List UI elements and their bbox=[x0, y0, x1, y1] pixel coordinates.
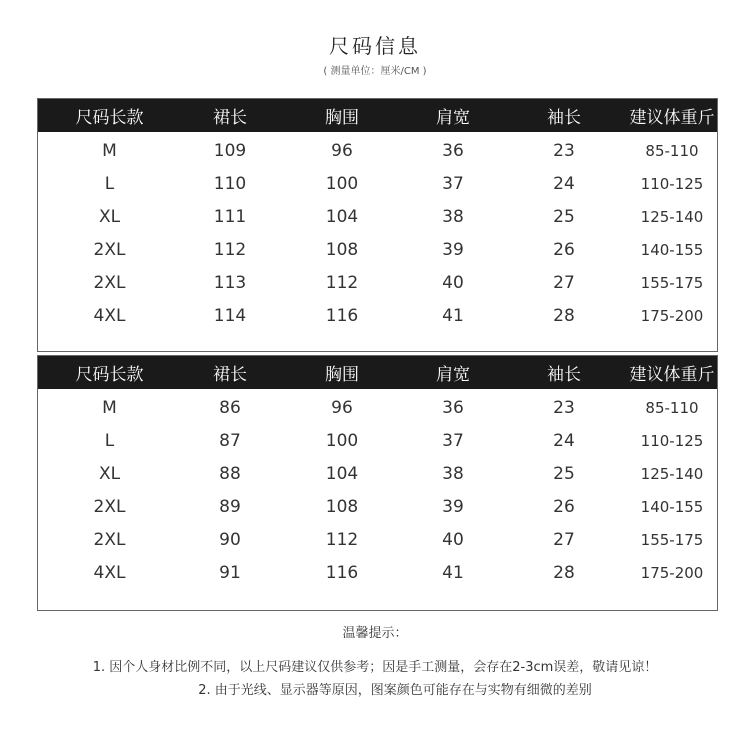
sleeve-cell: 23 bbox=[553, 397, 575, 418]
weight-cell: 110-125 bbox=[640, 174, 704, 193]
column-header-size: 尺码长款 bbox=[75, 108, 144, 128]
shoulder-cell: 38 bbox=[442, 463, 464, 484]
column-header-size: 尺码长款 bbox=[75, 365, 144, 385]
column-header-sleeve: 袖长 bbox=[547, 365, 581, 385]
table-row bbox=[38, 134, 717, 167]
weight-cell: 125-140 bbox=[640, 464, 704, 483]
bust-cell: 116 bbox=[325, 305, 359, 326]
size-cell: L bbox=[104, 430, 115, 451]
table-row bbox=[38, 391, 717, 424]
table-row bbox=[38, 523, 717, 556]
tips-heading: 温馨提示： bbox=[342, 626, 408, 641]
table-row bbox=[38, 233, 717, 266]
size-table-2 bbox=[37, 355, 718, 611]
tip-item-1: 1. 因个人身材比例不同，以上尺码建议仅供参考；因是手工测量，会存在2-3cm误差，敬请见谅！ bbox=[92, 660, 658, 675]
column-header-skirt-length: 裙长 bbox=[213, 108, 247, 128]
table-row bbox=[38, 424, 717, 457]
weight-cell: 155-175 bbox=[640, 530, 704, 549]
size-table-1 bbox=[37, 98, 718, 352]
table-row bbox=[38, 556, 717, 589]
table-row bbox=[38, 266, 717, 299]
skirt-length-cell: 113 bbox=[213, 272, 247, 293]
size-cell: 2XL bbox=[93, 496, 126, 517]
shoulder-cell: 39 bbox=[442, 496, 464, 517]
size-cell: 4XL bbox=[93, 562, 126, 583]
size-cell: XL bbox=[98, 463, 121, 484]
shoulder-cell: 38 bbox=[442, 206, 464, 227]
shoulder-cell: 36 bbox=[442, 140, 464, 161]
size-cell: M bbox=[102, 397, 117, 418]
weight-cell: 175-200 bbox=[640, 563, 704, 582]
sleeve-cell: 27 bbox=[553, 529, 575, 550]
sleeve-cell: 25 bbox=[553, 206, 575, 227]
table-row bbox=[38, 167, 717, 200]
bust-cell: 112 bbox=[325, 272, 359, 293]
skirt-length-cell: 112 bbox=[213, 239, 247, 260]
skirt-length-cell: 91 bbox=[219, 562, 241, 583]
size-cell: 2XL bbox=[93, 239, 126, 260]
sleeve-cell: 25 bbox=[553, 463, 575, 484]
measurement-unit-note: ( 测量单位：厘米/CM ) bbox=[323, 66, 427, 77]
sleeve-cell: 28 bbox=[553, 562, 575, 583]
size-cell: M bbox=[102, 140, 117, 161]
table-row bbox=[38, 490, 717, 523]
size-cell: L bbox=[104, 173, 115, 194]
sleeve-cell: 27 bbox=[553, 272, 575, 293]
shoulder-cell: 41 bbox=[442, 562, 464, 583]
weight-cell: 85-110 bbox=[645, 141, 699, 160]
weight-cell: 140-155 bbox=[640, 240, 704, 259]
column-header-weight: 建议体重斤 bbox=[629, 365, 715, 385]
shoulder-cell: 37 bbox=[442, 430, 464, 451]
size-cell: 2XL bbox=[93, 272, 126, 293]
table-row bbox=[38, 200, 717, 233]
column-header-skirt-length: 裙长 bbox=[213, 365, 247, 385]
shoulder-cell: 39 bbox=[442, 239, 464, 260]
weight-cell: 125-140 bbox=[640, 207, 704, 226]
sleeve-cell: 28 bbox=[553, 305, 575, 326]
column-header-sleeve: 袖长 bbox=[547, 108, 581, 128]
bust-cell: 116 bbox=[325, 562, 359, 583]
bust-cell: 100 bbox=[325, 173, 359, 194]
weight-cell: 85-110 bbox=[645, 398, 699, 417]
skirt-length-cell: 88 bbox=[219, 463, 241, 484]
weight-cell: 155-175 bbox=[640, 273, 704, 292]
size-cell: XL bbox=[98, 206, 121, 227]
sleeve-cell: 26 bbox=[553, 496, 575, 517]
skirt-length-cell: 89 bbox=[219, 496, 241, 517]
bust-cell: 96 bbox=[331, 140, 353, 161]
table-header bbox=[38, 356, 717, 389]
weight-cell: 175-200 bbox=[640, 306, 704, 325]
column-header-bust: 胸围 bbox=[325, 108, 359, 128]
bust-cell: 108 bbox=[325, 239, 359, 260]
shoulder-cell: 37 bbox=[442, 173, 464, 194]
shoulder-cell: 41 bbox=[442, 305, 464, 326]
bust-cell: 96 bbox=[331, 397, 353, 418]
shoulder-cell: 40 bbox=[442, 272, 464, 293]
page-title: 尺码信息 bbox=[329, 34, 421, 58]
bust-cell: 104 bbox=[325, 206, 359, 227]
shoulder-cell: 40 bbox=[442, 529, 464, 550]
size-cell: 2XL bbox=[93, 529, 126, 550]
skirt-length-cell: 109 bbox=[213, 140, 247, 161]
bust-cell: 112 bbox=[325, 529, 359, 550]
bust-cell: 104 bbox=[325, 463, 359, 484]
shoulder-cell: 36 bbox=[442, 397, 464, 418]
weight-cell: 140-155 bbox=[640, 497, 704, 516]
bust-cell: 108 bbox=[325, 496, 359, 517]
skirt-length-cell: 110 bbox=[213, 173, 247, 194]
bust-cell: 100 bbox=[325, 430, 359, 451]
table-header bbox=[38, 99, 717, 132]
sleeve-cell: 24 bbox=[553, 173, 575, 194]
tip-item-2: 2. 由于光线、显示器等原因，图案颜色可能存在与实物有细微的差别 bbox=[198, 683, 592, 698]
size-cell: 4XL bbox=[93, 305, 126, 326]
column-header-shoulder: 肩宽 bbox=[436, 365, 470, 385]
column-header-shoulder: 肩宽 bbox=[436, 108, 470, 128]
skirt-length-cell: 114 bbox=[213, 305, 247, 326]
skirt-length-cell: 111 bbox=[213, 206, 247, 227]
table-row bbox=[38, 299, 717, 332]
weight-cell: 110-125 bbox=[640, 431, 704, 450]
sleeve-cell: 26 bbox=[553, 239, 575, 260]
table-row bbox=[38, 457, 717, 490]
sleeve-cell: 24 bbox=[553, 430, 575, 451]
sleeve-cell: 23 bbox=[553, 140, 575, 161]
column-header-bust: 胸围 bbox=[325, 365, 359, 385]
column-header-weight: 建议体重斤 bbox=[629, 108, 715, 128]
skirt-length-cell: 87 bbox=[219, 430, 241, 451]
skirt-length-cell: 90 bbox=[219, 529, 241, 550]
skirt-length-cell: 86 bbox=[219, 397, 241, 418]
